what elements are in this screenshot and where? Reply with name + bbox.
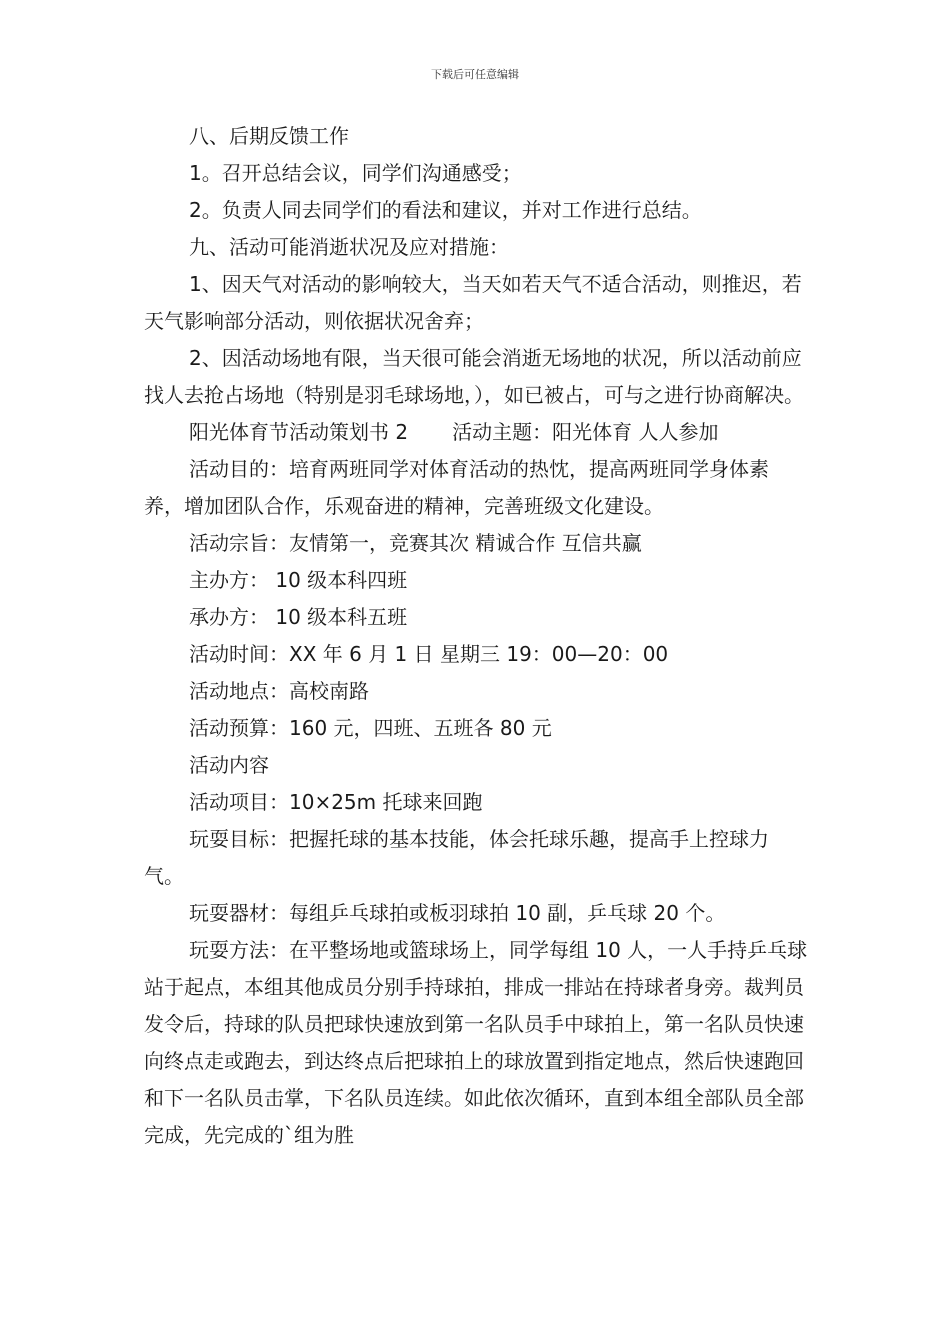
- paragraph: 1、因天气对活动的影响较大，当天如若天气不适合活动，则推迟，若天气影响部分活动，则依据状况舍弃；: [144, 272, 802, 333]
- paragraph: 活动预算：160 元，四班、五班各 80 元: [189, 716, 552, 740]
- paragraph: 活动内容: [189, 753, 269, 777]
- paragraph: 活动时间：XX 年 6 月 1 日 星期三 19：00—20：00: [189, 642, 669, 666]
- document-body: [144, 118, 808, 1154]
- paragraph: 活动地点：高校南路: [189, 679, 369, 703]
- paragraph: 玩耍器材：每组乒乓球拍或板羽球拍 10 副，乒乓球 20 个。: [189, 901, 726, 925]
- paragraph: 活动宗旨：友情第一，竞赛其次 精诚合作 互信共赢: [189, 531, 642, 555]
- paragraph: 活动项目：10×25m 托球来回跑: [189, 790, 483, 814]
- plan-title-line: [144, 414, 808, 451]
- paragraph: 玩耍目标：把握托球的基本技能，体会托球乐趣，提高手上控球力气。: [144, 827, 769, 888]
- paragraph: 玩耍方法：在平整场地或篮球场上，同学每组 10 人，一人手持乒乓球站于起点，本组其他成员分别手持球拍，排成一排站在持球者身旁。裁判员发令后，持球的队员把球快速放到第一名队员手中球拍上，第一名队员快速向终点走或跑去，到达终点后把球拍上的球放置到指定地点，然后快速跑回和下一名队员击掌，下名队员连续。如此依次循环，直到本组全部队员全部完成，先完成的`组为胜: [144, 938, 808, 1147]
- plan-title: 阳光体育节活动策划书 2: [189, 420, 409, 444]
- paragraph: 承办方： 10 级本科五班: [189, 605, 408, 629]
- paragraph: 活动目的：培育两班同学对体育活动的热忱，提高两班同学身体素养，增加团队合作，乐观奋进的精神，完善班级文化建设。: [144, 457, 769, 518]
- paragraph: 2。负责人同去同学们的看法和建议，并对工作进行总结。: [189, 198, 702, 222]
- section-heading-feedback: 八、后期反馈工作: [189, 124, 349, 148]
- paragraph: 2、因活动场地有限，当天很可能会消逝无场地的状况，所以活动前应找人去抢占场地（特别是羽毛球场地，），如已被占，可与之进行协商解决。: [144, 346, 804, 407]
- activity-theme: 活动主题：阳光体育 人人参加: [452, 420, 719, 444]
- section-heading-contingency: 九、活动可能消逝状况及应对措施：: [189, 235, 509, 259]
- page-header-note: 下载后可任意编辑: [431, 68, 519, 81]
- paragraph: 1。召开总结会议，同学们沟通感受；: [189, 161, 522, 185]
- paragraph: 主办方： 10 级本科四班: [189, 568, 408, 592]
